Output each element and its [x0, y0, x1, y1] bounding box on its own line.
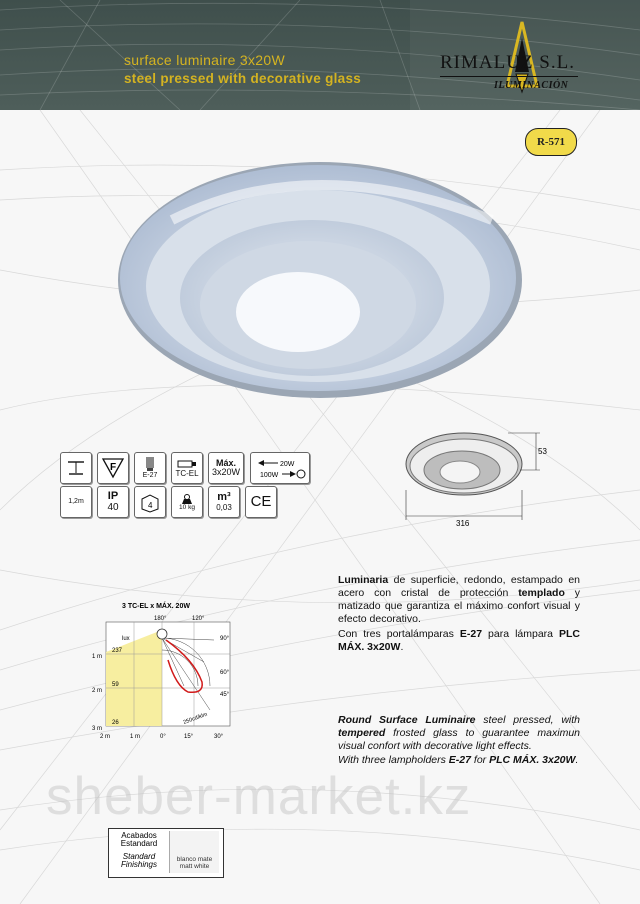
angle-label: 90° — [220, 636, 230, 642]
desc-es-lampholder: E-27 — [459, 628, 483, 641]
angle-label: 45° — [220, 692, 230, 698]
description-english — [338, 714, 580, 767]
photometric-chart — [84, 600, 244, 742]
bottom-label: 2 m — [100, 734, 111, 740]
bottom-label: 15° — [184, 734, 194, 740]
dimension-drawing — [400, 430, 560, 530]
finishes-es-line2: Estandard — [120, 839, 158, 849]
row-distance: 2 m — [92, 688, 103, 694]
finishes-es-line1: Acabados — [121, 831, 157, 840]
desc-es-text3: Con tres portalámparas — [338, 628, 460, 641]
finishes-en-line1: Standard — [122, 852, 156, 861]
tc-el-lamp-icon: TC-EL — [171, 452, 203, 484]
weight-icon: 10 kg — [171, 486, 203, 518]
svg-text:100W: 100W — [260, 472, 279, 479]
desc-en-text1: steel pressed, with — [475, 714, 580, 726]
ce-mark-icon: CE — [245, 486, 277, 518]
ip-rating-icon: IP 40 — [97, 486, 129, 518]
row-lux: 237 — [112, 648, 123, 654]
bottom-label: 1 m — [130, 734, 141, 740]
header-title-line1: surface luminaire 3x20W — [124, 52, 285, 68]
row-lux: 26 — [112, 720, 119, 726]
desc-en-keyword2: tempered — [338, 727, 386, 740]
volume-icon: m³ 0,03 — [208, 486, 240, 518]
photometry-title: 3 TC-EL x MÁX. 20W — [122, 603, 190, 610]
row-distance: 1 m — [92, 654, 103, 660]
reference-badge: R-571 — [525, 128, 577, 156]
package-icon — [134, 486, 166, 518]
angle-label: 60° — [220, 670, 230, 676]
brand-subtitle: ILUMINACIÓN — [494, 80, 569, 91]
angle-label: 120° — [192, 616, 205, 622]
desc-es-keyword: Luminaria — [338, 574, 389, 586]
finishes-label-en — [113, 853, 165, 870]
svg-text:F: F — [110, 462, 117, 473]
row-lux: 59 — [112, 682, 119, 688]
desc-es-text2: y matizado que garantiza el máximo confort visual y efecto decorativo. — [338, 587, 580, 626]
matt-white-swatch — [169, 831, 219, 873]
desc-en-lampholder: E-27 — [448, 754, 471, 767]
ceiling-mount-icon — [60, 452, 92, 484]
description-spanish — [338, 574, 580, 654]
desc-en-text4: for — [470, 754, 490, 767]
swatch-label-en: matt white — [179, 863, 210, 871]
luminaire-origin — [157, 629, 167, 639]
desc-es-text4: para lámpara — [482, 628, 559, 641]
finishes-box — [108, 828, 224, 878]
angle-label: 180° — [154, 616, 167, 622]
brand-divider — [440, 76, 578, 77]
svg-text:20W: 20W — [280, 461, 295, 468]
desc-en-text2: frosted glass to guarantee maximun visual confort with decorative light effects. — [338, 727, 580, 753]
desc-es-lamp: PLC MÁX. 3x20W — [338, 628, 580, 654]
brand-name: RIMALUZ S.L. — [440, 52, 575, 73]
scale-label: 250cd/klm — [182, 711, 209, 726]
desc-en-lamp: PLC MÁX. 3x20W — [489, 754, 576, 767]
lux-label: lux — [122, 636, 130, 642]
desc-en-text3: With three lampholders — [338, 754, 449, 767]
desc-en-end: . — [575, 754, 579, 767]
distance-icon: 1,2m — [60, 486, 92, 518]
height-dimension: 53 — [538, 447, 547, 456]
f-mark-icon — [97, 452, 129, 484]
bottom-label: 0° — [160, 734, 166, 740]
e27-lampholder-icon: E-27 — [134, 452, 166, 484]
desc-es-end: . — [400, 641, 404, 654]
bottom-label: 30° — [214, 734, 224, 740]
max-power-icon: Máx. 3x20W — [208, 452, 244, 484]
equivalence-icon — [250, 452, 310, 484]
width-dimension: 316 — [456, 519, 470, 528]
luminaire-photo — [112, 160, 524, 410]
finishes-en-line2: Finishings — [120, 860, 157, 870]
desc-es-keyword2: templado — [518, 587, 565, 600]
swatch-label-es: blanco mate — [176, 856, 213, 864]
desc-es-text1: de superficie, redondo, estampado en acero con cristal de protección — [338, 574, 580, 600]
watermark: sheber-market.kz — [46, 767, 472, 826]
row-distance: 3 m — [92, 726, 103, 732]
finishes-label-es — [113, 832, 165, 849]
desc-en-keyword: Round Surface Luminaire — [338, 714, 476, 726]
svg-text:4: 4 — [148, 501, 153, 510]
header-title-line2: steel pressed with decorative glass — [124, 71, 362, 86]
